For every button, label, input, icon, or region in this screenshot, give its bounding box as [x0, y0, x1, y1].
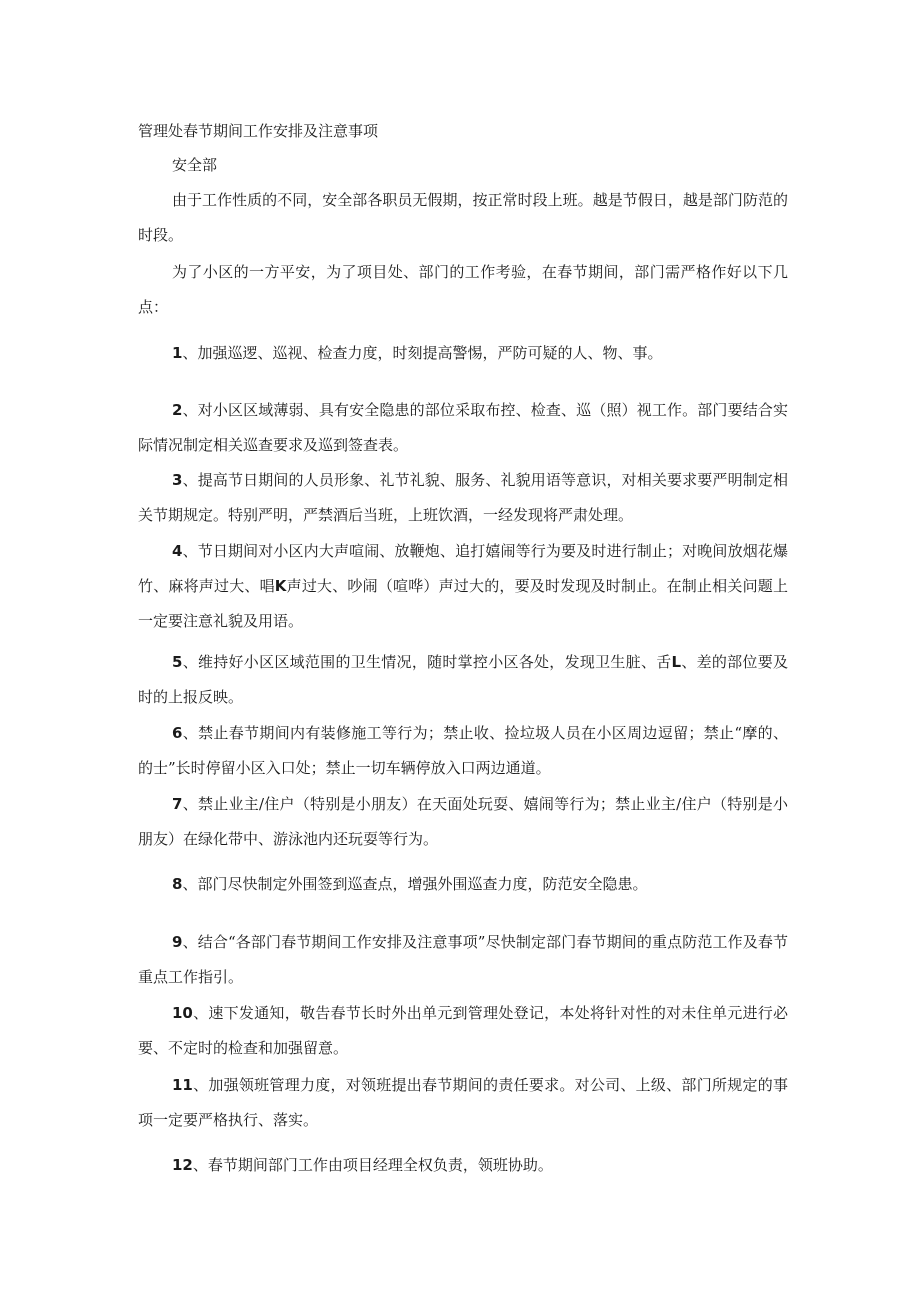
- item-number: 10: [172, 1004, 193, 1022]
- bold-letter: K: [274, 577, 287, 595]
- item-number: 5: [172, 653, 183, 671]
- list-item-9: [138, 925, 788, 995]
- item-number: 4: [172, 542, 183, 560]
- item-number: 2: [172, 401, 183, 419]
- list-item-7: [138, 787, 788, 857]
- item-number: 12: [172, 1156, 193, 1174]
- item-text: 、加强领班管理力度，对领班提出春节期间的责任要求。对公司、上级、部门所规定的事项一定要严格执行、落实。: [138, 1076, 788, 1129]
- list-item-4: [138, 534, 788, 639]
- item-text: 、维持好小区区域范围的卫生情况，随时掌控小区各处，发现卫生脏、舌: [182, 653, 672, 671]
- item-text: 、提高节日期间的人员形象、礼节礼貌、服务、礼貌用语等意识，对相关要求要严明制定相关节期规定。特别严明，严禁酒后当班，上班饮酒，一经发现将严肃处理。: [138, 471, 788, 524]
- item-number: 9: [172, 933, 183, 951]
- item-text: 、节日期间对小区内大声喧闹、放鞭炮、追打嬉闹等行为要及时进行制止；对晚间放烟花爆竹、麻将声过大、唱: [138, 542, 788, 595]
- document-title: 管理处春节期间工作安排及注意事项: [138, 122, 379, 140]
- item-number: 1: [172, 344, 183, 362]
- item-number: 7: [172, 795, 183, 813]
- bold-letter: L: [671, 653, 682, 671]
- item-number: 3: [172, 471, 183, 489]
- list-item-3: [138, 463, 788, 533]
- list-item-11: [138, 1068, 788, 1138]
- item-number: 6: [172, 724, 183, 742]
- item-number: 11: [172, 1076, 193, 1094]
- item-text: 、禁止业主/住户（特别是小朋友）在天面处玩耍、嬉闹等行为；禁止业主/住户（特别是小朋友）在绿化带中、游泳池内还玩耍等行为。: [138, 795, 788, 848]
- item-text: 、结合“各部门春节期间工作安排及注意事项”尽快制定部门春节期间的重点防范工作及春节重点工作指引。: [138, 933, 788, 986]
- item-text: 、对小区区域薄弱、具有安全隐患的部位采取布控、检查、巡（照）视工作。部门要结合实际情况制定相关巡查要求及巡到签查表。: [138, 401, 788, 454]
- item-text: 、加强巡逻、巡视、检查力度，时刻提高警惕，严防可疑的人、物、事。: [182, 344, 663, 362]
- list-item-1: [138, 336, 788, 371]
- department-heading: 安全部: [172, 156, 218, 174]
- list-item-2: [138, 393, 788, 463]
- list-item-5: [138, 645, 788, 715]
- item-text: 、差的部位要及时的上报反映。: [138, 653, 788, 706]
- item-number: 8: [172, 875, 183, 893]
- list-item-10: [138, 996, 788, 1066]
- item-text: 、部门尽快制定外围签到巡查点，增强外围巡查力度，防范安全隐患。: [182, 875, 648, 893]
- intro-paragraph-1: 由于工作性质的不同，安全部各职员无假期，按正常时段上班。越是节假日，越是部门防范的时段。: [138, 191, 788, 244]
- item-text: 、禁止春节期间内有装修施工等行为；禁止收、捡垃圾人员在小区周边逗留；禁止“摩的、的士”长时停留小区入口处；禁止一切车辆停放入口两边通道。: [138, 724, 788, 777]
- item-text: 、春节期间部门工作由项目经理全权负责，领班协助。: [192, 1156, 553, 1174]
- item-text: 、速下发通知，敬告春节长时外出单元到管理处登记，本处将针对性的对未住单元进行必要、不定时的检查和加强留意。: [138, 1004, 788, 1057]
- list-item-8: [138, 867, 788, 902]
- item-text: 声过大、吵闹（喧哗）声过大的，要及时发现及时制止。在制止相关问题上一定要注意礼貌及用语。: [138, 577, 788, 630]
- list-item-6: [138, 716, 788, 786]
- intro-paragraph-2: 为了小区的一方平安，为了项目处、部门的工作考验，在春节期间，部门需严格作好以下几点：: [138, 263, 788, 316]
- list-item-12: [138, 1148, 788, 1183]
